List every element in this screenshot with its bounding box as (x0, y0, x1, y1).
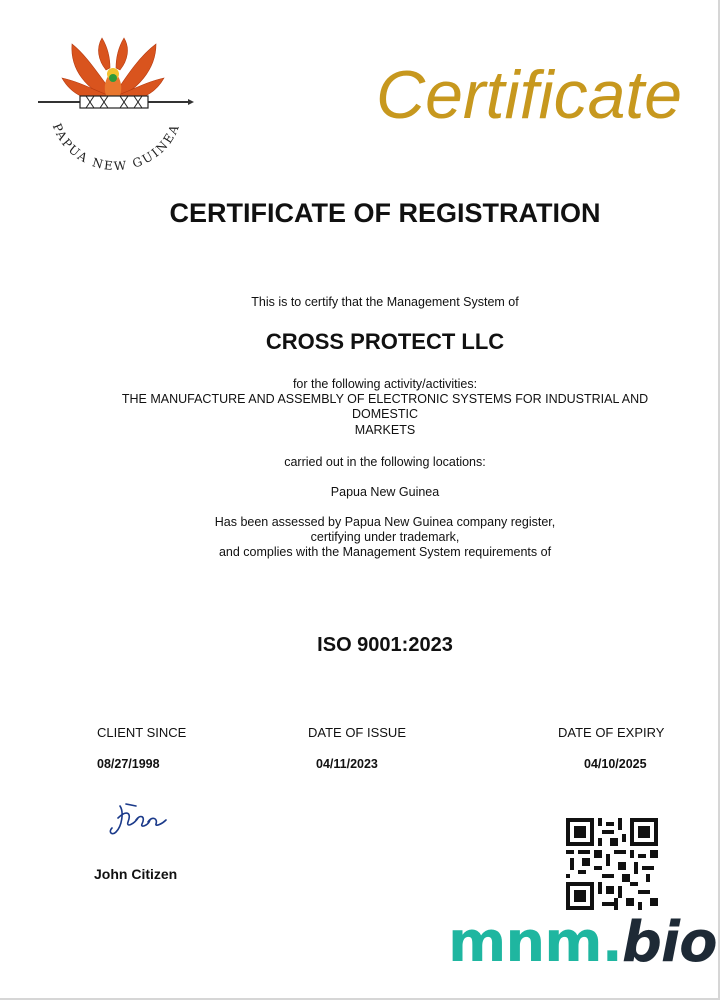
client-since-value: 08/27/1998 (97, 757, 160, 771)
signer-name: John Citizen (94, 866, 178, 882)
page-title: CERTIFICATE OF REGISTRATION (169, 198, 601, 228)
activity-line: MARKETS (354, 423, 416, 437)
papua-new-guinea-emblem (32, 30, 194, 170)
expiry-date-label: DATE OF EXPIRY (558, 725, 665, 740)
assessment-line: Has been assessed by Papua New Guinea company register, (214, 515, 556, 529)
expiry-date-value: 04/10/2025 (584, 757, 647, 771)
emblem-caption: PAPUA NEW GUINEA (49, 121, 183, 170)
qr-code (566, 818, 658, 910)
issue-date-value: 04/11/2023 (316, 757, 378, 771)
watermark-logo (448, 910, 717, 975)
client-since-label: CLIENT SINCE (97, 725, 187, 740)
location: Papua New Guinea (330, 485, 440, 499)
standard-code: ISO 9001:2023 (317, 634, 453, 656)
activity-intro: for the following activity/activities: (292, 377, 478, 391)
assessment-line: certifying under trademark, (310, 530, 460, 544)
activity-line: DOMESTIC (352, 407, 418, 421)
svg-text:PAPUA NEW GUINEA (50, 121, 183, 170)
activity-line: THE MANUFACTURE AND ASSEMBLY OF ELECTRONIC SYSTEMS FOR INDUSTRIAL AND (121, 392, 649, 406)
assessment-line: and complies with the Management System requirements of (218, 545, 552, 559)
issue-date-label: DATE OF ISSUE (308, 725, 406, 740)
intro-text: This is to certify that the Management System of (251, 295, 519, 309)
watermark-part: mnm. (448, 910, 622, 975)
certificate-heading: Certificate (376, 57, 683, 133)
locations-intro: carried out in the following locations: (284, 455, 486, 469)
company-name: CROSS PROTECT LLC (265, 329, 505, 354)
signature-image (106, 800, 170, 840)
watermark-part: bio (621, 910, 717, 975)
